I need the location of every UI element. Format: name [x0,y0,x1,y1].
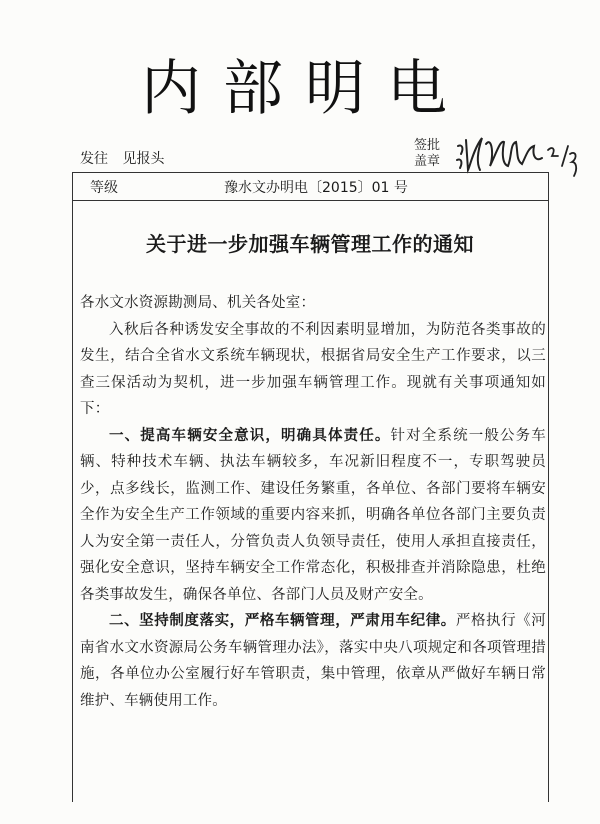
sign-label-approve: 签批 [414,138,441,153]
masthead-title: 内部明电 [141,54,469,124]
section-2-body: 严格执行《河南省水文水资源局公务车辆管理办法》，落实中央八项规定和各项管理措施，各单位办公室履行好车管职责，集中管理，依章从严做好车辆日常维护、车辆使用工作。 [80,613,546,709]
intro-paragraph: 入秋后各种诱发安全事故的不利因素明显增加，为防范各类事故的发生，结合全省水文系统车辆现状，根据省局安全生产工作要求，以三查三保活动为契机，进一步加强车辆管理工作。现就有关事项通知如下： [80,321,546,417]
salutation: 各水文水资源勘测局、机关各处室： [80,295,316,311]
grade-row [72,172,548,201]
send-to-label: 发往 [80,151,108,167]
send-to-line [80,148,174,168]
document-number: 豫水文办明电〔2015〕01 号 [224,180,408,196]
section-1-heading: 一、提高车辆安全意识，明确具体责任。 [109,427,391,444]
frame-left-border [72,172,73,802]
sign-label-stamp: 盖章 [414,154,441,169]
document-title: 关于进一步加强车辆管理工作的通知 [146,232,474,256]
section-2-heading: 二、坚持制度落实，严格车辆管理，严肃用车纪律。 [109,613,456,629]
sign-stamp-label [414,138,444,170]
send-to-value: 见报头 [122,151,165,167]
section-1-paragraph [80,423,546,609]
document-body [80,290,546,714]
section-2-paragraph [80,608,546,714]
grade-label: 等级 [90,180,118,196]
section-1-body: 针对全系统一般公务车辆、特种技术车辆、执法车辆较多，车况新旧程度不一，专职驾驶员少，点多线长，监测工作、建设任务繁重，各单位、各部门要将车辆安全作为安全生产工作领域的重要内容来抓，明确各单位各部门主要负责人为安全第一责任人，分管负责人负领导责任，使用人承担直接责任，强化安全意识，坚持车辆安全工作常态化，积极排查并消除隐患，杜绝各类事故发生，确保各单位、各部门人员及财产安全。 [80,427,546,603]
frame-right-border [548,172,549,802]
